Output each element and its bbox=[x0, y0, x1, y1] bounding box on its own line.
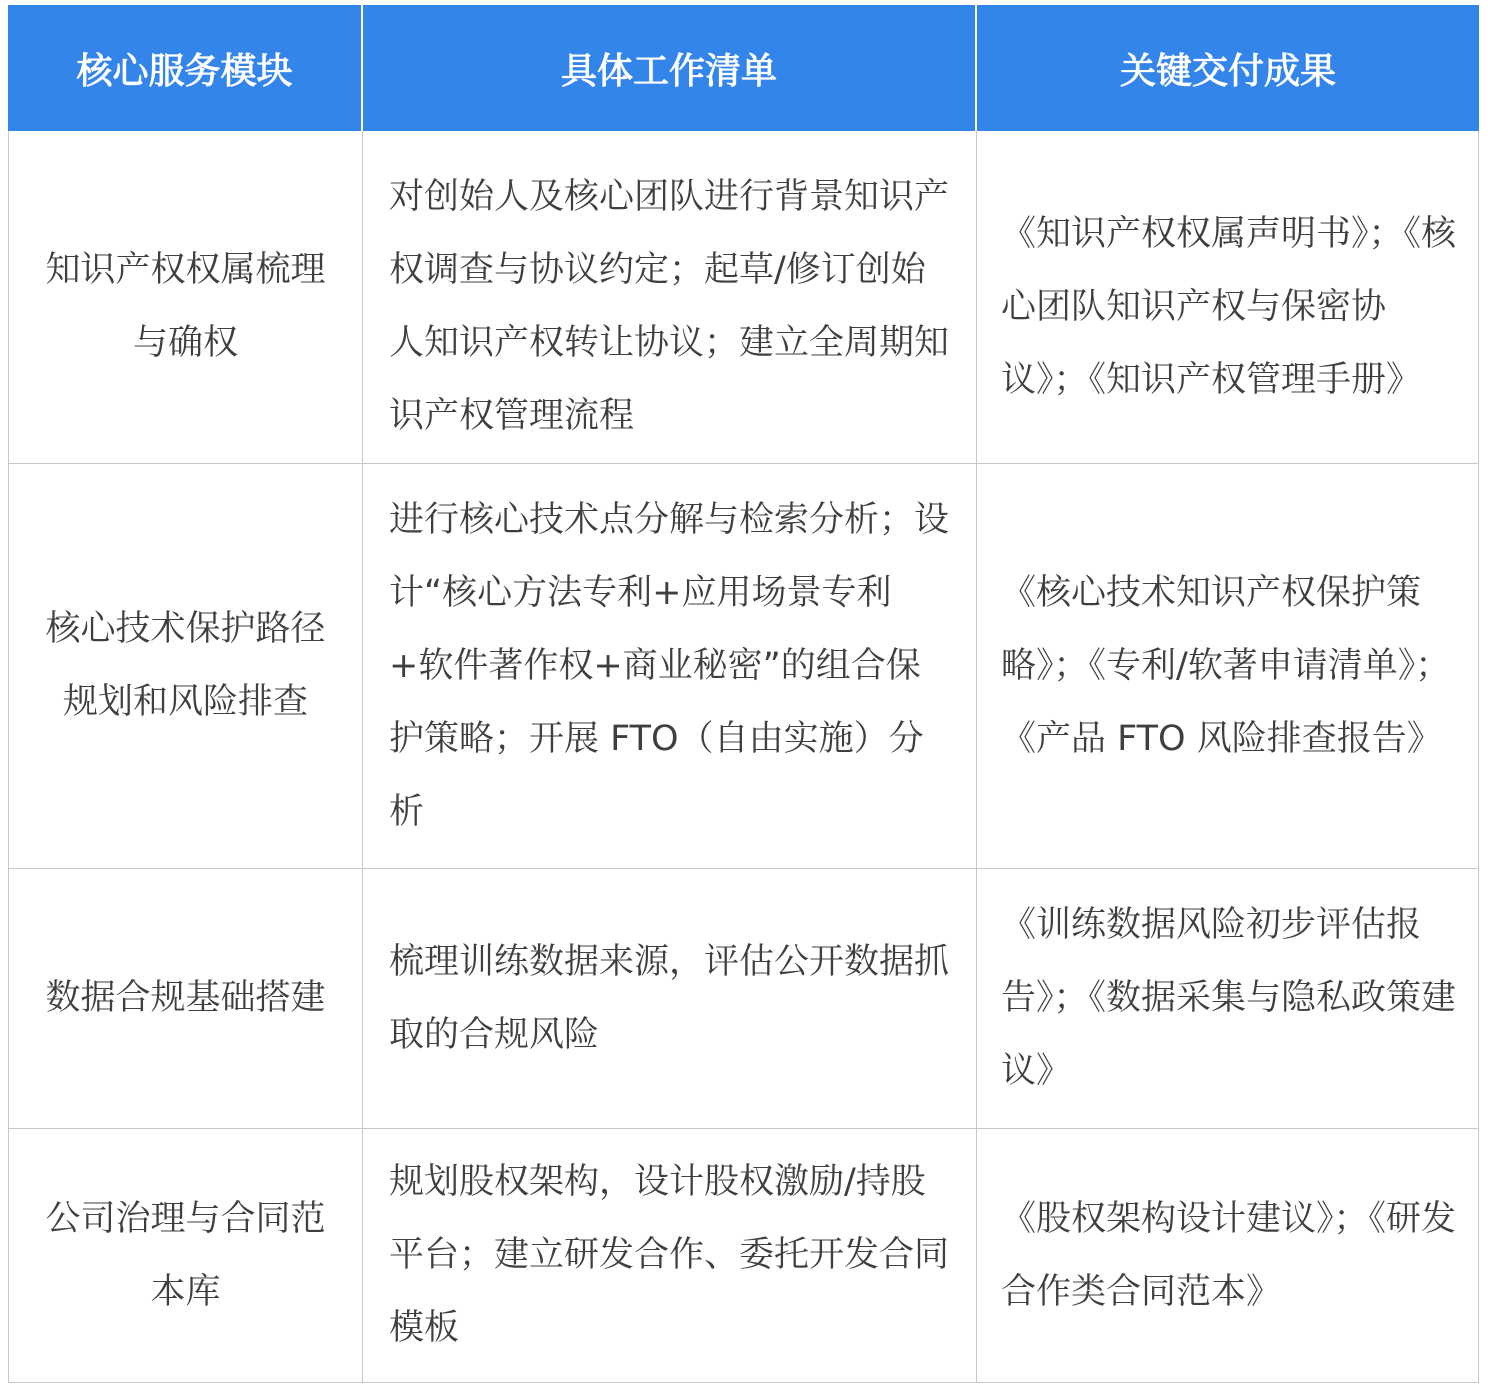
header-deliverables: 关键交付成果 bbox=[975, 5, 1479, 131]
tasks-cell: 梳理训练数据来源，评估公开数据抓取的合规风险 bbox=[362, 869, 976, 1128]
module-cell: 公司治理与合同范本库 bbox=[45, 1198, 326, 1312]
tasks-cell: 进行核心技术点分解与检索分析；设计“核心方法专利+应用场景专利+软件著作权+商业秘密”的组合保护策略；开展 FTO（自由实施）分析 bbox=[362, 464, 976, 868]
deliverables-cell: 《知识产权权属声明书》；《核心团队知识产权与保密协议》；《知识产权管理手册》 bbox=[976, 151, 1480, 463]
header-gap bbox=[8, 131, 1479, 151]
module-cell: 核心技术保护路径规划和风险排查 bbox=[45, 609, 326, 722]
table-header bbox=[8, 5, 1479, 131]
module-cell: 数据合规基础搭建 bbox=[45, 978, 326, 1018]
services-table bbox=[8, 5, 1479, 1383]
deliverables-cell: 《训练数据风险初步评估报告》；《数据采集与隐私政策建议》 bbox=[976, 869, 1480, 1128]
table-row bbox=[8, 151, 1479, 464]
tasks-cell: 对创始人及核心团队进行背景知识产权调查与协议约定；起草/修订创始人知识产权转让协议；建立全周期知识产权管理流程 bbox=[362, 151, 976, 463]
module-cell: 知识产权权属梳理与确权 bbox=[45, 250, 326, 363]
table-row bbox=[8, 464, 1479, 869]
tasks-cell: 规划股权架构，设计股权激励/持股平台；建立研发合作、委托开发合同模板 bbox=[362, 1129, 976, 1382]
table-row bbox=[8, 1129, 1479, 1383]
table-row bbox=[8, 869, 1479, 1129]
header-module: 核心服务模块 bbox=[76, 50, 293, 92]
header-tasks: 具体工作清单 bbox=[361, 5, 975, 131]
deliverables-cell: 《核心技术知识产权保护策略》；《专利/软著申请清单》；《产品 FTO 风险排查报告》 bbox=[976, 464, 1480, 868]
deliverables-cell: 《股权架构设计建议》；《研发合作类合同范本》 bbox=[976, 1129, 1480, 1382]
